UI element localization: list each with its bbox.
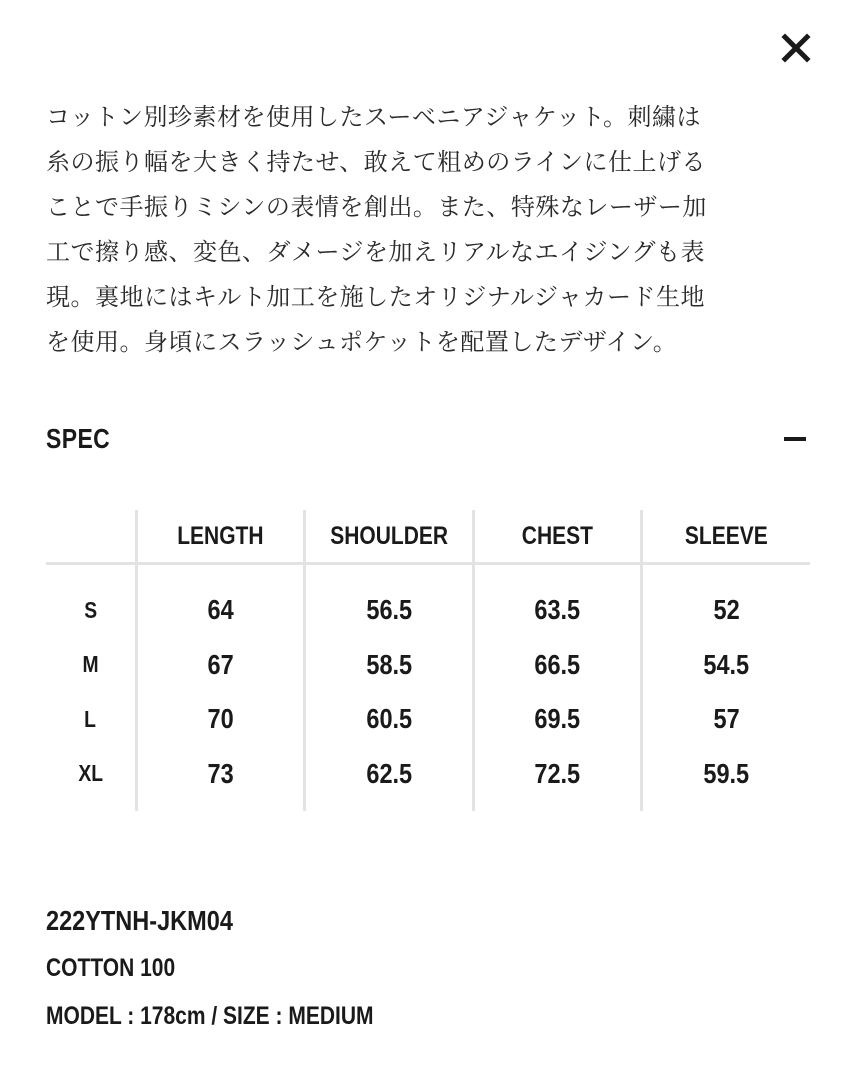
table-cell: 63.5: [473, 564, 642, 638]
model-size-text: MODEL : 178cm / SIZE : MEDIUM: [46, 1002, 374, 1030]
table-cell: 62.5: [305, 747, 474, 812]
table-header-length: LENGTH: [136, 510, 305, 564]
table-cell: 73: [136, 747, 305, 812]
product-meta: [46, 898, 436, 1040]
table-cell: 67: [136, 638, 305, 693]
table-cell: 64: [136, 564, 305, 638]
size-label: L: [84, 705, 97, 732]
spec-title: SPEC: [46, 423, 111, 454]
spec-collapse-button[interactable]: [780, 424, 810, 454]
table-row: [46, 692, 810, 747]
table-header-sleeve: SLEEVE: [642, 510, 811, 564]
table-header-row: [46, 510, 810, 564]
table-cell: 66.5: [473, 638, 642, 693]
table-cell: 59.5: [642, 747, 811, 812]
size-label: S: [83, 596, 97, 623]
description-line: 工で擦り感、変色、ダメージを加えリアルなエイジングも表: [46, 238, 705, 266]
table-cell: 70: [136, 692, 305, 747]
size-label: M: [82, 651, 99, 678]
table-row: [46, 747, 810, 812]
close-icon: [781, 33, 811, 63]
minus-icon: [784, 437, 806, 441]
spec-section-header[interactable]: [46, 415, 810, 463]
table-cell: 58.5: [305, 638, 474, 693]
description-line: コットン別珍素材を使用したスーベニアジャケット。刺繍は: [46, 103, 702, 131]
table-cell: 56.5: [305, 564, 474, 638]
table-cell: 52: [642, 564, 811, 638]
table-header-chest: CHEST: [473, 510, 642, 564]
product-code: 222YTNH-JKM04: [46, 905, 233, 936]
table-header-size: [46, 510, 136, 564]
table-header-shoulder: SHOULDER: [305, 510, 474, 564]
material-text: COTTON 100: [46, 954, 176, 982]
size-label: XL: [77, 760, 103, 787]
description-line: 現。裏地にはキルト加工を施したオリジナルジャカード生地: [46, 283, 705, 311]
table-cell: 69.5: [473, 692, 642, 747]
product-description: [46, 95, 806, 365]
table-cell: 54.5: [642, 638, 811, 693]
table-cell: 72.5: [473, 747, 642, 812]
description-line: を使用。身頃にスラッシュポケットを配置したデザイン。: [46, 328, 678, 356]
description-line: ことで手振りミシンの表情を創出。また、特殊なレーザー加: [46, 193, 707, 221]
description-line: 糸の振り幅を大きく持たせ、敢えて粗めのラインに仕上げる: [46, 148, 707, 176]
size-spec-table: [46, 510, 810, 811]
close-button[interactable]: [776, 28, 816, 68]
table-cell: 57: [642, 692, 811, 747]
table-cell: 60.5: [305, 692, 474, 747]
table-row: [46, 564, 810, 638]
table-row: [46, 638, 810, 693]
